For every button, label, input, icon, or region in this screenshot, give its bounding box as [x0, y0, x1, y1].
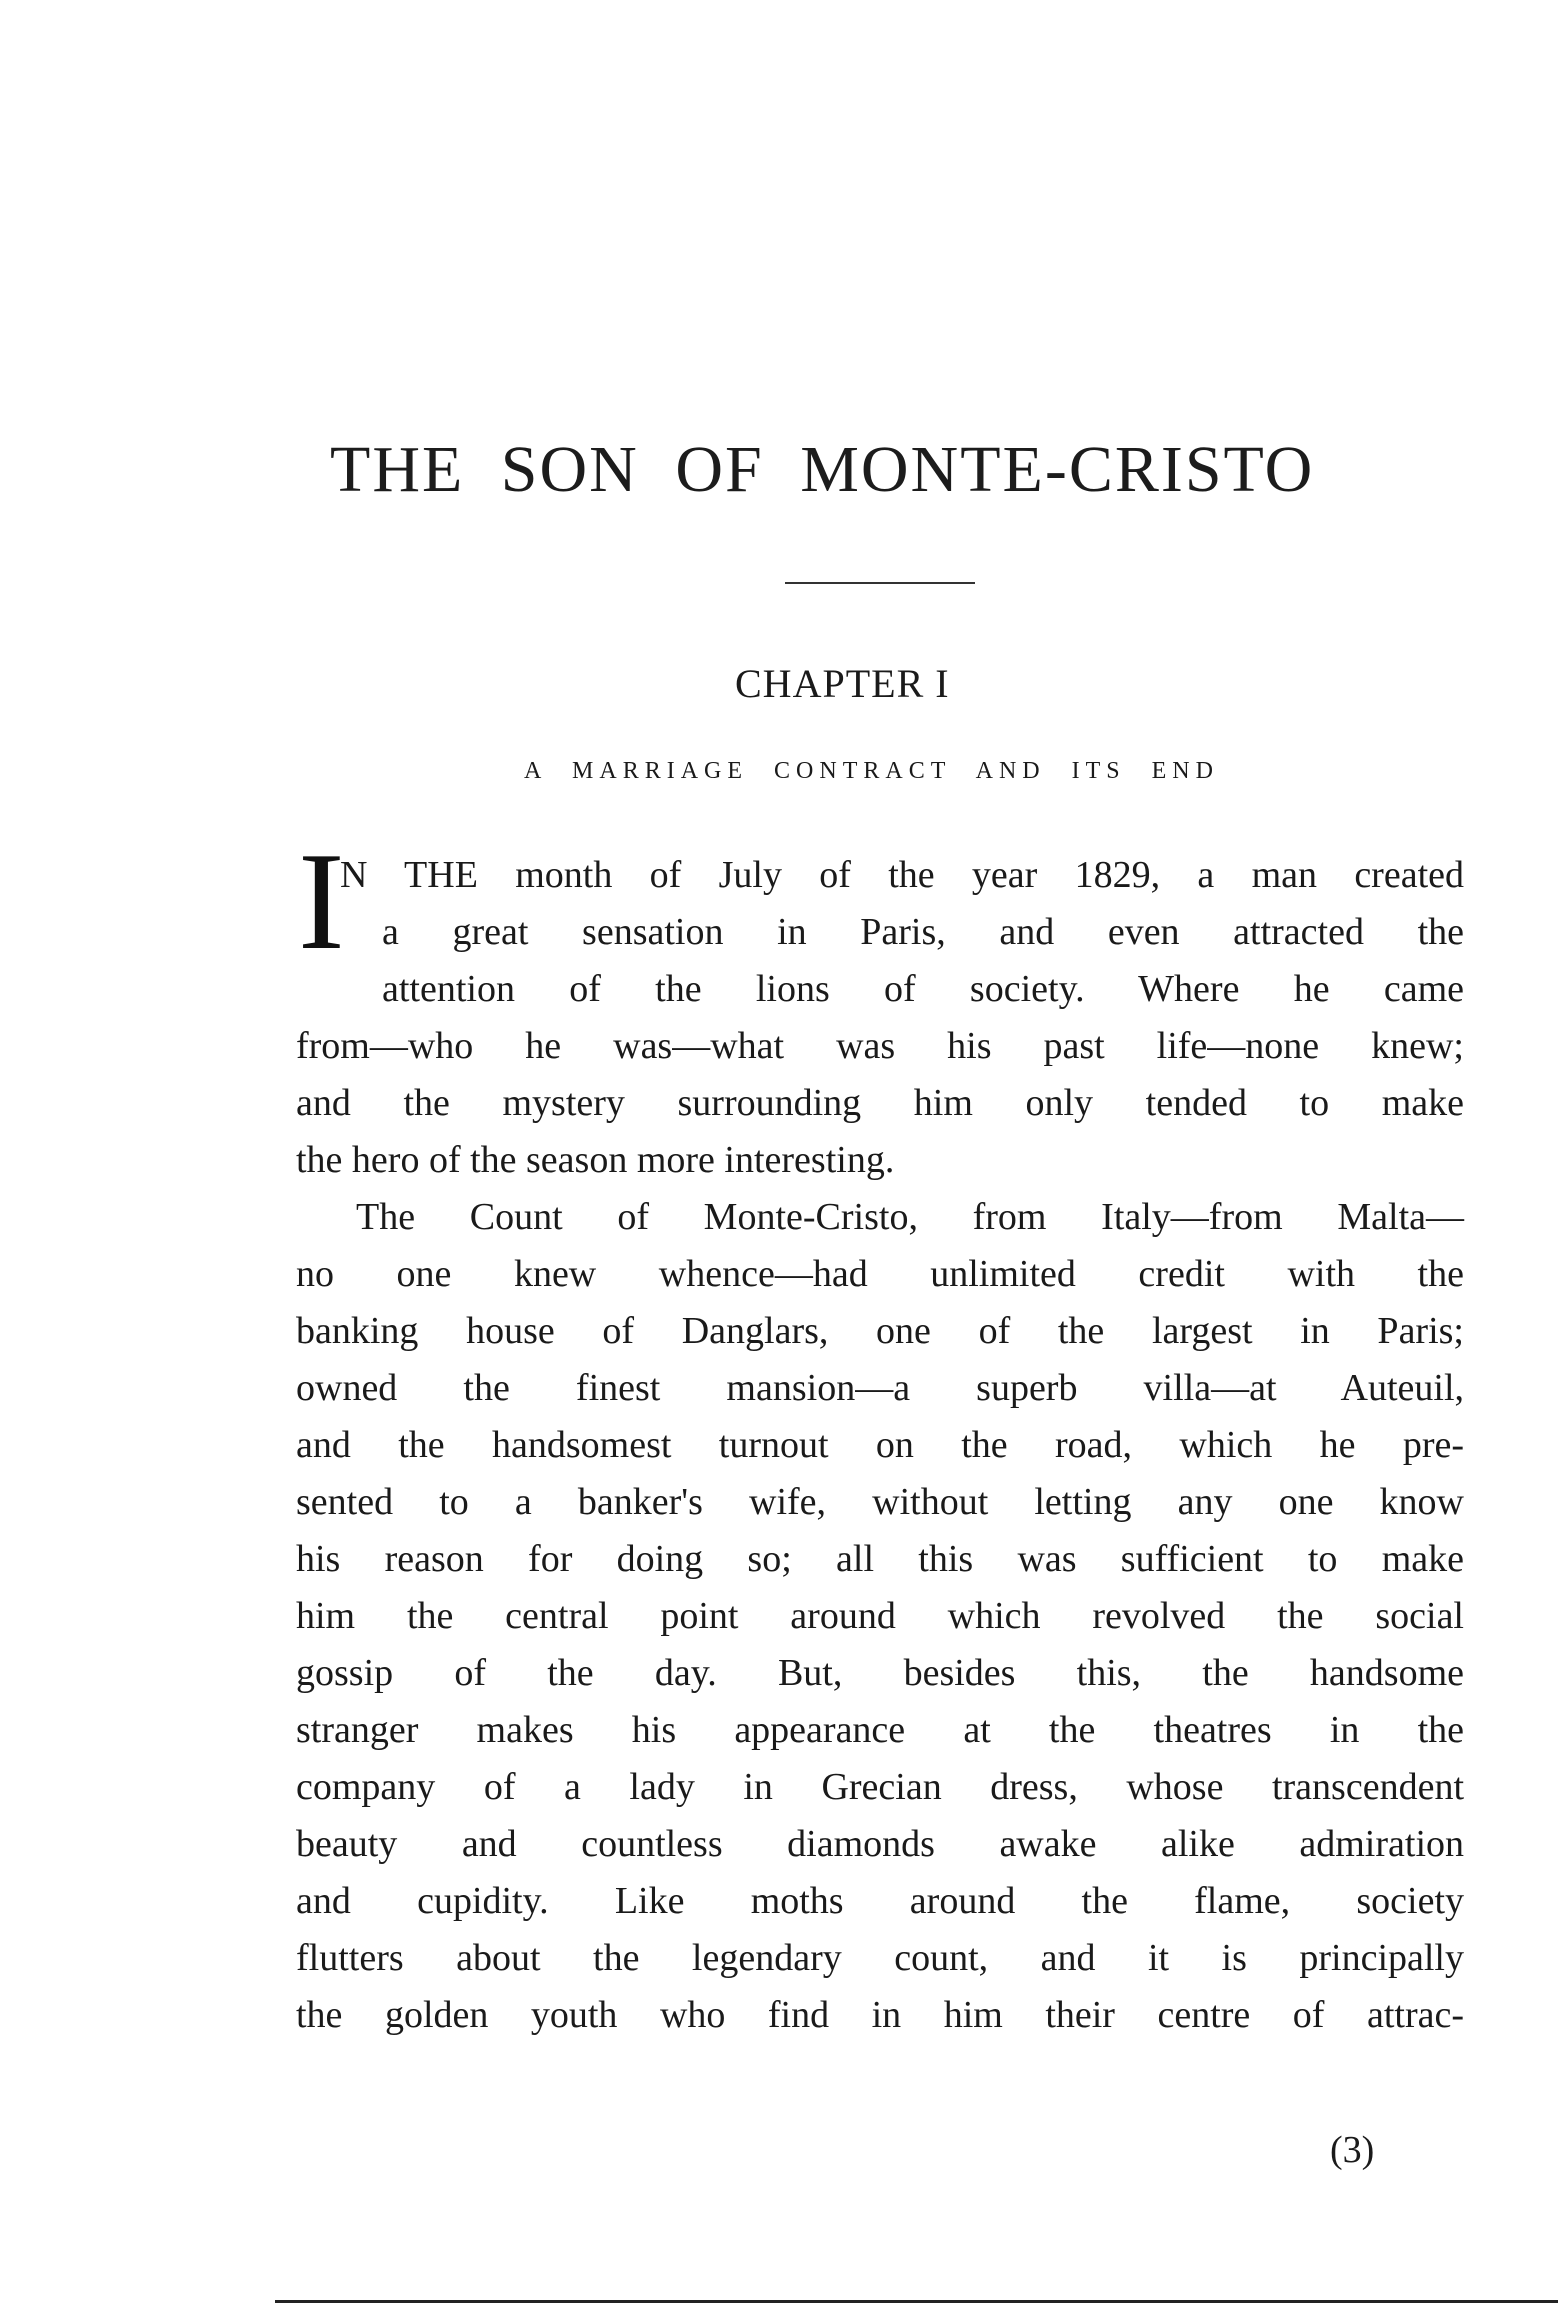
drop-cap: I [298, 824, 345, 979]
book-title: THE SON OF MONTE-CRISTO [330, 433, 1315, 506]
text-line: and the mystery surrounding him only tended to make [296, 1082, 1464, 1124]
page-number: (3) [1330, 2129, 1375, 2171]
text-line: company of a lady in Grecian dress, whose transcendent [296, 1766, 1464, 1808]
text-line: stranger makes his appearance at the theatres in the [296, 1709, 1464, 1751]
text-line: the golden youth who find in him their centre of attrac- [296, 1994, 1464, 2036]
text-line: his reason for doing so; all this was sufficient to make [296, 1538, 1464, 1580]
text-line: banking house of Danglars, one of the largest in Paris; [296, 1310, 1464, 1352]
text-line: no one knew whence—had unlimited credit with the [296, 1253, 1464, 1295]
text-line: and the handsomest turnout on the road, which he pre- [296, 1424, 1464, 1466]
text-line: the hero of the season more interesting. [296, 1139, 895, 1181]
chapter-heading: CHAPTER I [735, 661, 950, 706]
text-line: from—who he was—what was his past life—none knew; [296, 1025, 1464, 1067]
text-line: N THE month of July of the year 1829, a man created [340, 854, 1464, 896]
text-line: attention of the lions of society. Where he came [382, 968, 1464, 1010]
text-line: owned the finest mansion—a superb villa—at Auteuil, [296, 1367, 1464, 1409]
text-line: flutters about the legendary count, and it is principally [296, 1937, 1464, 1979]
text-line: The Count of Monte-Cristo, from Italy—from Malta— [356, 1196, 1464, 1238]
text-line: and cupidity. Like moths around the flame, society [296, 1880, 1464, 1922]
text-line: him the central point around which revolved the social [296, 1595, 1464, 1637]
chapter-subtitle: A MARRIAGE CONTRACT AND ITS END [524, 758, 1219, 784]
text-line: sented to a banker's wife, without letting any one know [296, 1481, 1464, 1523]
text-line: beauty and countless diamonds awake alike admiration [296, 1823, 1464, 1865]
title-divider [785, 582, 975, 584]
text-line: gossip of the day. But, besides this, the handsome [296, 1652, 1464, 1694]
text-line: a great sensation in Paris, and even attracted the [382, 911, 1464, 953]
bottom-rule [275, 2300, 1558, 2303]
